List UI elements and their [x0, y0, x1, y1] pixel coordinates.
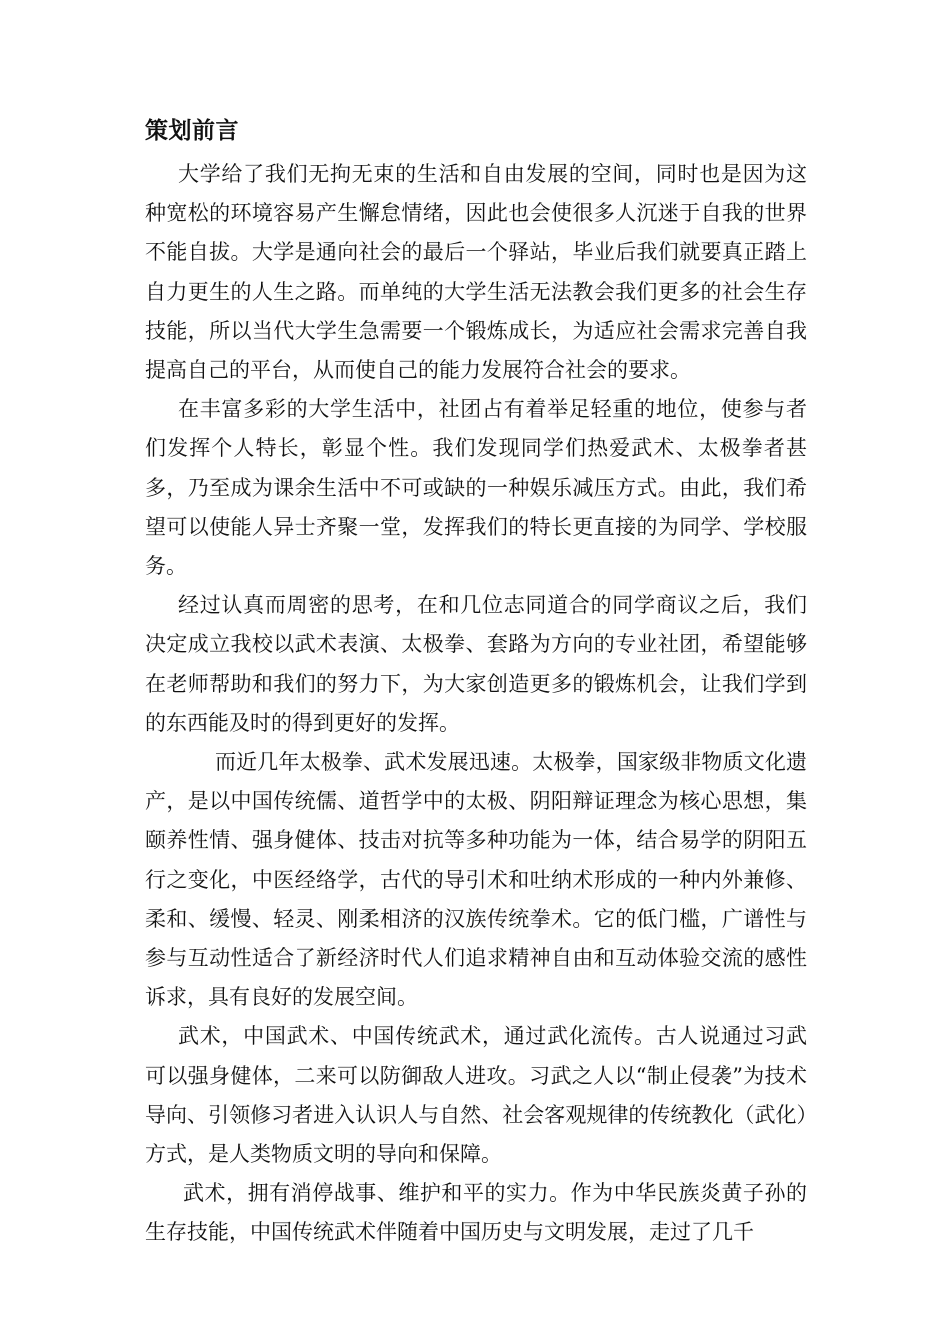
paragraph-1: 大学给了我们无拘无束的生活和自由发展的空间，同时也是因为这种宽松的环境容易产生懈怠情绪，因此也会使很多人沉迷于自我的世界不能自拔。大学是通向社会的最后一个驿站，毕业后我们就要真正踏上自力更生的人生之路。而单纯的大学生活无法教会我们更多的社会生存技能，所以当代大学生急需要一个锻炼成长，为适应社会需求完善自我提高自己的平台，从而使自己的能力发展符合社会的要求。: [145, 162, 807, 383]
paragraph-5: 武术，中国武术、中国传统武术，通过武化流传。古人说通过习武可以强身健体，二来可以防御敌人进攻。习武之人以“制止侵袭”为技术导向、引领修习者进入认识人与自然、社会客观规律的传统教化（武化）方式，是人类物质文明的导向和保障。: [145, 1024, 807, 1167]
paragraph-2: 在丰富多彩的大学生活中，社团占有着举足轻重的地位，使参与者们发挥个人特长，彰显个性。我们发现同学们热爱武术、太极拳者甚多，乃至成为课余生活中不可或缺的一种娱乐减压方式。由此，我们希望可以使能人异士齐聚一堂，发挥我们的特长更直接的为同学、学校服务。: [145, 397, 807, 579]
section-heading: 策划前言: [145, 118, 239, 144]
document-page: [145, 113, 807, 1253]
paragraph-3: 经过认真而周密的思考，在和几位志同道合的同学商议之后，我们决定成立我校以武术表演、太极拳、套路为方向的专业社团，希望能够在老师帮助和我们的努力下，为大家创造更多的锻炼机会，让我们学到的东西能及时的得到更好的发挥。: [145, 593, 807, 735]
paragraph-4: 而近几年太极拳、武术发展迅速。太极拳，国家级非物质文化遗产，是以中国传统儒、道哲学中的太极、阴阳辩证理念为核心思想，集颐养性情、强身健体、技击对抗等多种功能为一体，结合易学的阴阳五行之变化，中医经络学，古代的导引术和吐纳术形成的一种内外兼修、柔和、缓慢、轻灵、刚柔相济的汉族传统拳术。它的低门槛，广谱性与参与互动性适合了新经济时代人们追求精神自由和互动体验交流的感性诉求，具有良好的发展空间。: [145, 750, 807, 1010]
paragraph-6: 武术，拥有消停战事、维护和平的实力。作为中华民族炎黄子孙的生存技能，中国传统武术伴随着中国历史与文明发展，走过了几千: [145, 1181, 807, 1245]
